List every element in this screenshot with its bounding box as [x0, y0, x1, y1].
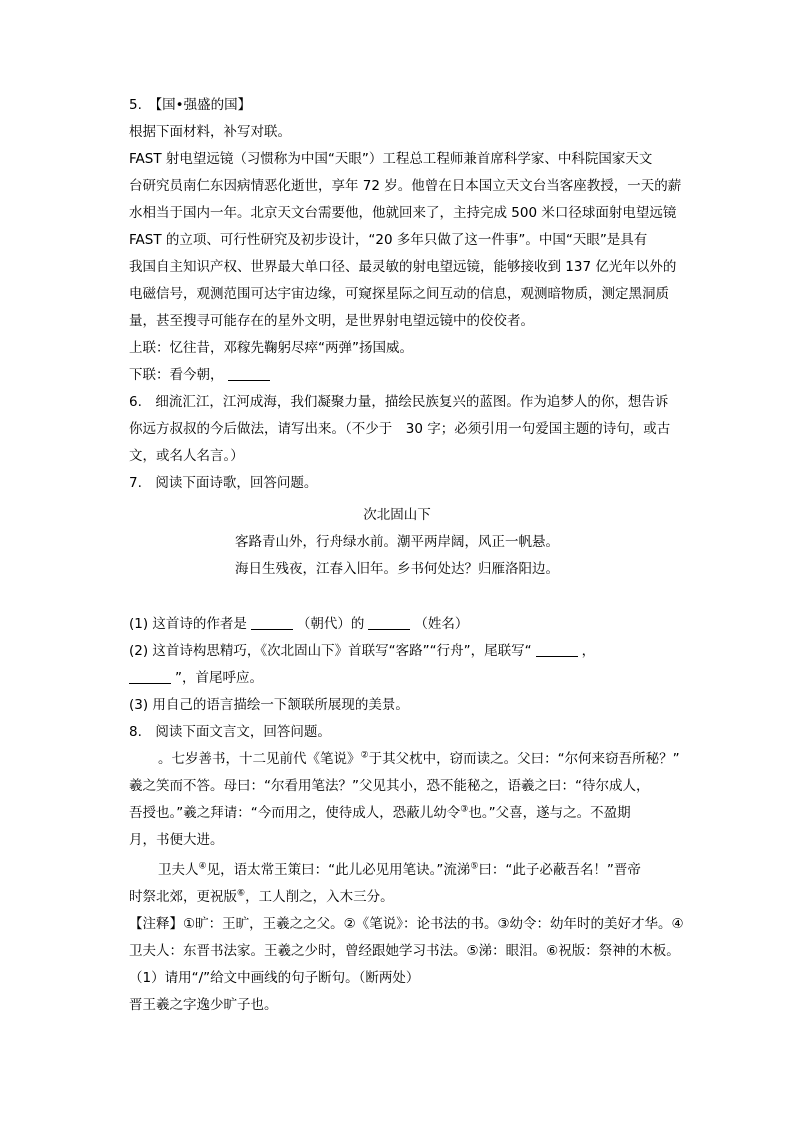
q8-sentence: 晋王羲之字逸少旷子也。: [129, 997, 278, 1013]
q7-sub1-text: (1) 这首诗的作者是: [129, 616, 247, 632]
text-run: ，工人削之，入木三分。: [245, 889, 394, 905]
answer-blank[interactable]: [129, 667, 171, 684]
q8-heading: 8. 阅读下面文言文，回答问题。: [129, 724, 331, 740]
poem-line: 海日生残夜，江春入旧年。乡书何处达？归雁洛阳边。: [235, 561, 559, 577]
q7-sub3: (3) 用自己的语言描绘一下颔联所展现的美景。: [129, 697, 409, 713]
notes-line: 卫夫人：东晋书法家。王羲之少时，曾经跟她学习书法。⑤涕：眼泪。⑥祝版：祭神的木板。: [129, 943, 680, 959]
couplet-lower-label: 下联：看今朝，: [129, 367, 224, 383]
footnote-mark: ⑤: [470, 861, 479, 872]
footnote-mark: ④: [198, 861, 207, 872]
q5-passage-line: 水相当于国内一年。北京天文台需要他，他就回来了，主持完成 500 米口径球面射电望远镜: [129, 205, 677, 221]
q7-sub1: [129, 611, 468, 638]
q7-sub1-text: （姓名）: [414, 616, 469, 632]
text-run: 于其父枕中，窃而读之。父曰：“尔何来窃吾所秘？”: [368, 751, 680, 767]
poem-title: 次北固山下: [363, 507, 431, 523]
q5-passage-line: 我国自主知识产权、世界最大单口径、最灵敏的射电望远镜，能够接收到 137 亿光年以外的: [129, 259, 677, 275]
couplet-upper: 上联：忆往昔，邓稼先鞠躬尽瘁“两弹”扬国威。: [129, 340, 413, 356]
q5-passage-line: 量，甚至搜寻可能存在的星外文明，是世界射电望远镜中的佼佼者。: [129, 313, 534, 329]
q7-sub2-text: ”，首尾呼应。: [175, 670, 263, 686]
q6-line: 你远方叔叔的今后做法，请写出来。（不少于 30 字；必须引用一句爱国主题的诗句，或古: [129, 421, 671, 437]
text-run: 。七岁善书，十二见前代《笔说》: [158, 751, 361, 767]
couplet-lower: [129, 362, 274, 389]
q8-para2-line: [129, 884, 394, 911]
text-run: 时祭北郊，更祝版: [129, 889, 237, 905]
answer-blank[interactable]: [228, 364, 270, 381]
q7-sub1-text: （朝代）的: [296, 616, 365, 632]
q5-passage-line: 台研究员南仁东因病情恶化逝世，享年 72 岁。他曾在日本国立天文台当客座教授，一天的薪: [129, 178, 682, 194]
q7-sub2: [129, 638, 595, 665]
q8-sub1: （1）请用“/”给文中画线的句子断句。（断两处）: [129, 970, 420, 986]
answer-blank[interactable]: [536, 640, 578, 657]
answer-blank[interactable]: [251, 613, 293, 630]
q5-passage-line: FAST 的立项、可行性研究及初步设计，“20 多年只做了这一件事”。中国“天眼”是具有: [129, 232, 648, 248]
q7-heading: 7. 阅读下面诗歌，回答问题。: [129, 475, 318, 491]
notes-line: 【注释】①旷：王旷，王羲之之父。②《笔说》：论书法的书。③幼令：幼年时的美好才华。④: [129, 916, 684, 932]
q5-heading: 5. 【国•强盛的国】: [129, 97, 252, 113]
text-run: 见，语太常王策曰：“此儿必见用笔诀。”流涕: [206, 862, 471, 878]
q5-passage-line: FAST 射电望远镜（习惯称为中国“天眼”）工程总工程师兼首席科学家、中科院国家天文: [129, 151, 653, 167]
answer-blank[interactable]: [368, 613, 410, 630]
q7-sub2-cont: [129, 665, 263, 692]
footnote-mark: ②: [360, 750, 369, 761]
footnote-mark: ③: [460, 804, 469, 815]
q5-instruction: 根据下面材料，补写对联。: [129, 124, 291, 140]
q8-para1-line: 月，书便大进。: [129, 832, 224, 848]
text-run: 曰：“此子必蔽吾名！”晋帝: [478, 862, 641, 878]
q7-sub2-text: ，: [581, 643, 596, 659]
text-run: 也。”父喜，遂与之。不盈期: [468, 805, 631, 821]
q6-line: 6. 细流汇江，江河成海，我们凝聚力量，描绘民族复兴的蓝图。作为追梦人的你，想告诉: [129, 394, 669, 410]
q8-para1-line: 羲之笑而不答。母曰：“尔看用笔法？”父见其小，恐不能秘之，语羲之曰：“待尔成人，: [129, 778, 650, 794]
q8-para2-line: [158, 857, 641, 884]
text-run: 吾授也。”羲之拜请：“今而用之，使待成人，恐蔽儿幼令: [129, 805, 461, 821]
q8-para1-line: [158, 746, 680, 773]
text-run: 卫夫人: [158, 862, 199, 878]
q8-para1-line: [129, 800, 631, 827]
q5-passage-line: 电磁信号，观测范围可达宇宙边缘，可窥探星际之间互动的信息，观测暗物质，测定黑洞质: [129, 286, 669, 302]
poem-line: 客路青山外，行舟绿水前。潮平两岸阔，风正一帆悬。: [235, 534, 559, 550]
q6-line: 文，或名人名言。）: [129, 448, 244, 464]
q7-sub2-text: (2) 这首诗构思精巧，《次北固山下》首联写“客路”“行舟”，尾联写“: [129, 643, 532, 659]
footnote-mark: ⑥: [237, 888, 246, 899]
